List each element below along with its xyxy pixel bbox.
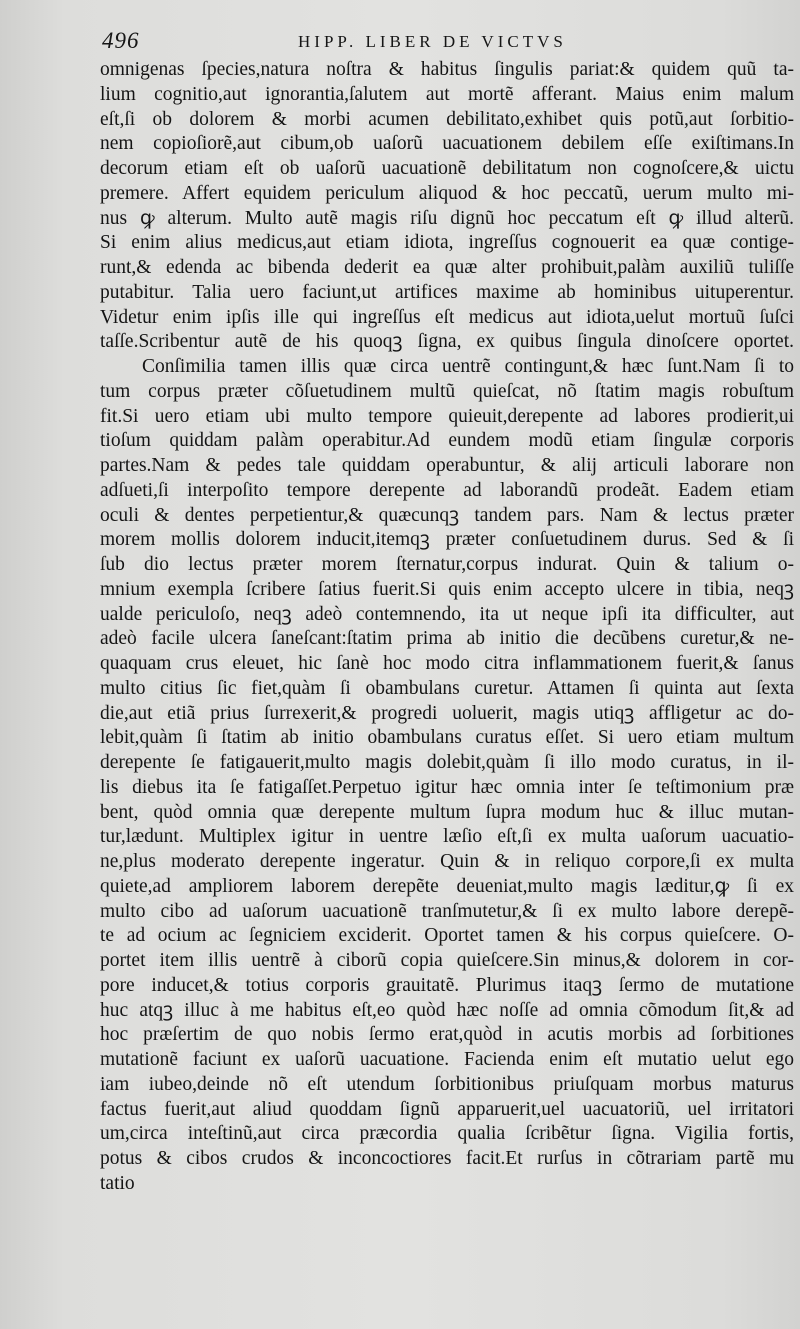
text-line: mutationẽ faciunt ex uaſorũ uacuatione. Facienda enim eſt mutatio uelut ego — [100, 1049, 794, 1070]
text-line: um,circa inteſtinũ,aut circa præcordia qualia ſcribẽtur ſigna. Vigilia fortis, — [100, 1123, 794, 1145]
text-line: partes.Nam & pedes tale quiddam operabuntur, & alij articuli laborare non — [100, 455, 794, 476]
text-line: ne,plus moderato derepente ingeratur. Quin & in reliquo corpore,ſi ex multa — [100, 851, 794, 872]
text-line: bent, quòd omnia quæ derepente multum ſupra modum huc & illuc mutan- — [100, 801, 794, 823]
text-line: lebit,quàm ſi ſtatim ab initio obambulans curatus eſſet. Si uero etiam multum — [100, 727, 794, 749]
text-line: morem mollis dolorem inducit,itemqꝫ præter conſuetudinem durus. Sed & ſi — [100, 529, 794, 551]
running-head: HIPP. LIBER DE VICTVS — [298, 32, 567, 51]
text-line: tur,lædunt. Multiplex igitur in uentre læſio eſt,ſi ex multa uaſorum uacuatio- — [100, 826, 794, 848]
text-line: ualde periculoſo, neqꝫ adeò contemnendo, ita ut neque ipſi ita difficulter, aut — [100, 603, 794, 625]
paragraph-start-line: Conſimilia tamen illis quæ circa uentrẽ contingunt,& hæc ſunt.Nam ſi to — [142, 356, 794, 377]
text-line: derepente ſe fatigauerit,multo magis dolebit,quàm ſi illo modo curatus, in il- — [100, 752, 794, 773]
text-line: multo citius ſic fiet,quàm ſi obambulans curetur. Attamen ſi quinta aut ſexta — [100, 677, 794, 699]
text-line: ſub dio lectus præter morem ſternatur,corpus indurat. Quin & talium o- — [100, 554, 794, 575]
text-line: oculi & dentes perpetientur,& quæcunqꝫ tandem pars. Nam & lectus præter — [100, 504, 794, 526]
text-line: factus fuerit,aut aliud quoddam ſignũ apparuerit,uel uacuatoriũ, uel irritatori — [100, 1098, 794, 1120]
text-line: mnium exempla ſcribere ſatius fuerit.Si quis enim accepto ulcere in tibia, neqꝫ — [100, 578, 794, 600]
text-line: lium cognitio,aut ignorantia,ſalutem aut mortẽ afferant. Maius enim malum — [100, 83, 794, 105]
text-line: nus ꝙ alterum. Multo autẽ magis riſu dignũ hoc peccatum eſt ꝙ illud alterũ. — [100, 207, 794, 229]
text-line: omnigenas ſpecies,natura noſtra & habitus ſingulis pariat:& quidem quũ ta- — [100, 59, 794, 80]
text-line: tioſum quiddam palàm operabitur.Ad eundem modũ etiam ſingulæ corporis — [100, 430, 794, 452]
text-line: premere. Affert equidem periculum aliquod & hoc peccatũ, uerum multo mi- — [100, 182, 794, 204]
text-line: huc atqꝫ illuc à me habitus eſt,eo quòd hæc noſſe ad omnia cõmodum ſit,& ad — [100, 999, 794, 1021]
text-line: quaquam crus eleuet, hic ſanè hoc modo citra inflammationem fuerit,& ſanus — [100, 653, 794, 674]
text-line: potus & cibos crudos & inconcoctiores facit.Et rurſus in cõtrariam partẽ mu — [100, 1148, 794, 1169]
text-line: runt,& edenda ac bibenda dederit ea quæ alter prohibuit,palàm auxiliũ tuliſſe — [100, 257, 794, 278]
text-line: lis diebus ita ſe fatigaſſet.Perpetuo igitur hæc omnia inter ſe teſtimonium præ — [100, 776, 794, 798]
text-line: nem copioſiorẽ,aut cibum,ob uaſorũ uacuationem debilem eſſe exiſtimans.In — [100, 133, 794, 155]
text-line: fit.Si uero etiam ubi multo tempore quieuit,derepente ad labores prodierit,ui — [100, 405, 794, 427]
text-line: adſueti,ſi interpoſito tempore derepente ad laborandũ prodeãt. Eadem etiam — [100, 479, 794, 501]
page-header — [102, 28, 792, 58]
text-line: pore inducet,& totius corporis grauitatẽ. Plurimus itaqꝫ ſermo de mutatione — [100, 974, 794, 996]
text-line: quiete,ad ampliorem laborem derepẽte deueniat,multo magis læditur,ꝙ ſi ex — [100, 875, 794, 897]
text-line: decorum etiam eſt ob uaſorũ uacuationẽ debilitatum non cognoſcere,& uictu — [100, 158, 794, 179]
text-line: te ad ocium ac ſegniciem exciderit. Oportet tamen & his corpus quieſcere. O- — [100, 925, 794, 947]
page-number: 496 — [102, 28, 140, 53]
text-line: iam iubeo,deinde nõ eſt utendum ſorbitionibus priuſquam morbus maturus — [100, 1073, 794, 1095]
text-line: taſſe.Scribentur autẽ de his quoqꝫ ſigna, ex quibus ſingula dinoſcere oportet. — [100, 331, 794, 353]
text-line: hoc præſertim de quo nobis ſermo erat,quòd in acutis morbis ad ſorbitiones — [100, 1024, 794, 1046]
text-line: Si enim alius medicus,aut etiam idiota, ingreſſus cognouerit ea quæ contige- — [100, 232, 794, 254]
catchword — [100, 1197, 800, 1222]
text-line: die,aut etiã prius ſurrexerit,& progredi uoluerit, magis utiqꝫ affligetur ac do- — [100, 702, 794, 724]
text-line: adeò facile ulcera ſaneſcant:ſtatim prima ab initio die decũbens curetur,& ne- — [100, 628, 794, 650]
text-line: multo cibo ad uaſorum uacuationẽ tranſmutetur,& ſi ex multo labore derepẽ- — [100, 900, 794, 922]
text-line: eſt,ſi ob dolorem & morbi acumen debilitato,exhibet quis potũ,aut ſorbitio- — [100, 108, 794, 130]
body-text — [100, 58, 800, 1221]
text-line: tum corpus præter cõſuetudinem multũ quieſcat, nõ ſtatim magis robuſtum — [100, 380, 794, 402]
text-line: tatio — [100, 1172, 135, 1194]
text-line: portet item illis uentrẽ à ciborũ copia quieſcere.Sin minus,& dolorem in cor- — [100, 950, 794, 971]
text-line: Videtur enim ipſis ille qui ingreſſus eſt medicus aut idiota,uelut mortuũ ſuſci — [100, 306, 794, 328]
text-line: putabitur. Talia uero faciunt,ut artifices maxime ab hominibus uituperentur. — [100, 281, 794, 303]
